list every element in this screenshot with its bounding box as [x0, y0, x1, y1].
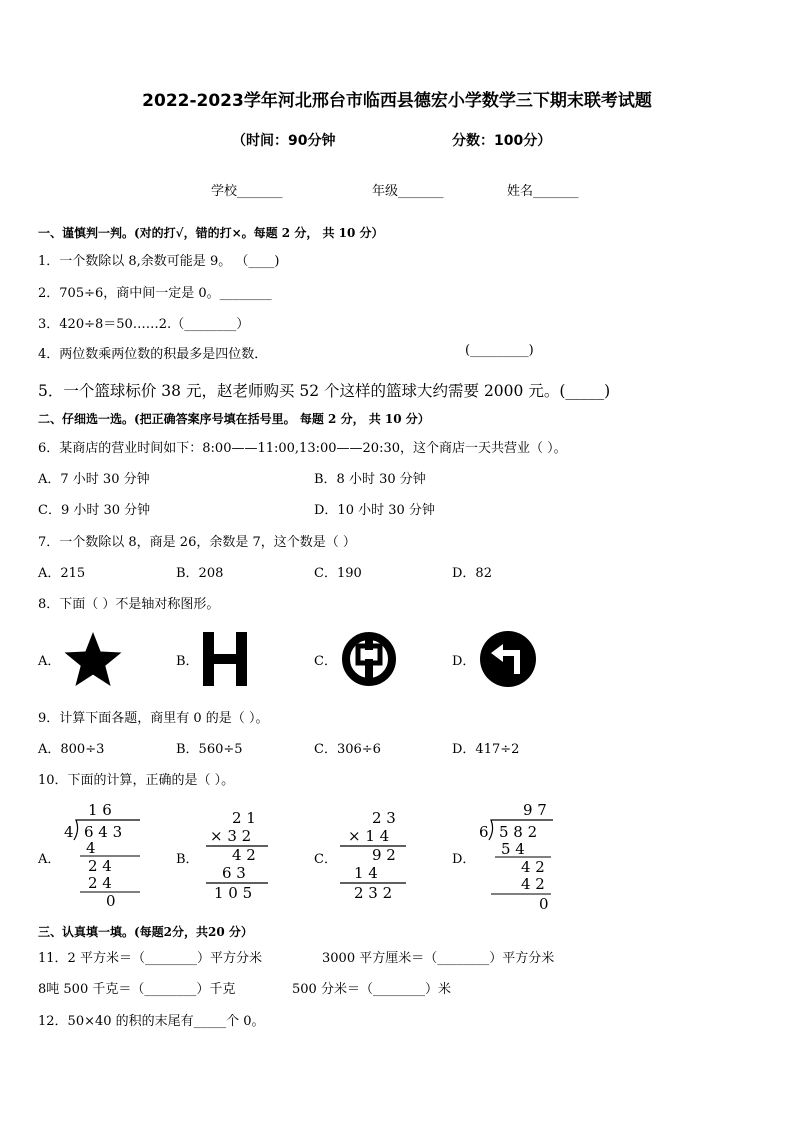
- calc-b-partial-2: 6 3: [222, 864, 246, 882]
- question-10-option-d: D．: [452, 852, 476, 867]
- question-6-option-d: D．10 小时 30 分钟: [314, 503, 435, 518]
- question-7: 7．一个数除以 8，商是 26，余数是 7，这个数是（ ）: [38, 535, 356, 550]
- name-field: 姓名_______: [507, 184, 579, 199]
- school-field: 学校_______: [211, 184, 283, 199]
- calc-c-multiplicand: 2 3: [372, 809, 396, 827]
- question-10-option-b: B．: [176, 852, 199, 867]
- question-12: 12．50×40 的积的末尾有_____个 0。: [38, 1014, 265, 1029]
- question-7-option-d: D．82: [452, 566, 492, 581]
- question-11-part-2: 3000 平方厘米＝（________）平方分米: [322, 951, 555, 966]
- question-7-option-c: C．190: [314, 566, 362, 581]
- question-6-option-a: A．7 小时 30 分钟: [38, 472, 150, 487]
- question-8-option-a: A．: [38, 654, 61, 669]
- calc-a-step-1: 4: [86, 839, 96, 857]
- calc-b-multiplier: × 3 2: [210, 827, 252, 845]
- calc-c-partial-1: 9 2: [372, 846, 396, 864]
- calc-d-step-2: 4 2: [521, 858, 545, 876]
- calc-a-step-3: 2 4: [88, 874, 112, 892]
- question-6: 6．某商店的营业时间如下：8:00——11:00,13:00——20:30，这个商店一天共营业（ ）。: [38, 441, 567, 456]
- page-title: 2022-2023学年河北邢台市临西县德宏小学数学三下期末联考试题: [142, 91, 652, 111]
- calc-d-long-division: [475, 800, 565, 912]
- calc-c-sum: 2 3 2: [354, 884, 393, 902]
- question-4-blank: (_________): [465, 343, 534, 358]
- question-8: 8．下面（ ）不是轴对称图形。: [38, 597, 220, 612]
- calc-b-partial-1: 4 2: [232, 846, 256, 864]
- left-turn-sign-icon: [479, 630, 537, 688]
- question-5: 5．一个篮球标价 38 元，赵老师购买 52 个这样的篮球大约需要 2000 元。(_____): [38, 382, 611, 400]
- question-10: 10．下面的计算，正确的是（ ）。: [38, 773, 235, 788]
- question-7-option-b: B．208: [176, 566, 224, 581]
- calc-c-multiplier: × 1 4: [348, 827, 390, 845]
- question-9-option-d: D．417÷2: [452, 742, 520, 757]
- calc-a-quotient: 1 6: [88, 801, 112, 819]
- calc-d-dividend: 5 8 2: [499, 823, 538, 841]
- question-8-option-c: C．: [314, 654, 337, 669]
- calc-b-multiplication: [200, 808, 280, 903]
- question-6-option-b: B．8 小时 30 分钟: [314, 472, 426, 487]
- question-2: 2．705÷6，商中间一定是 0。________: [38, 286, 272, 301]
- question-11-part-4: 500 分米＝（________）米: [292, 982, 451, 997]
- question-3: 3．420÷8＝50……2.（________）: [38, 317, 250, 332]
- section-1-heading: 一、谨慎判一判。(对的打√，错的打×。每题 2 分， 共 10 分）: [38, 226, 384, 240]
- question-4: 4．两位数乘两位数的积最多是四位数．: [38, 347, 268, 362]
- calc-d-step-1: 5 4: [501, 840, 525, 858]
- calc-a-step-2: 2 4: [88, 857, 112, 875]
- calc-a-long-division: [60, 800, 150, 910]
- grade-field: 年级_______: [372, 184, 444, 199]
- calc-a-divisor: 4: [64, 823, 74, 841]
- calc-d-step-3: 4 2: [521, 875, 545, 893]
- question-8-option-b: B．: [176, 654, 199, 669]
- section-3-heading: 三、认真填一填。(每题2分，共20 分）: [38, 925, 253, 939]
- question-10-option-a: A．: [38, 852, 61, 867]
- question-8-option-d: D．: [452, 654, 476, 669]
- calc-a-dividend: 6 4 3: [84, 823, 123, 841]
- exam-score: 分数：100分）: [452, 133, 552, 149]
- question-9-option-b: B．560÷5: [176, 742, 243, 757]
- question-1: 1．一个数除以 8,余数可能是 9。 （____): [38, 254, 280, 269]
- calc-d-step-4: 0: [539, 895, 549, 912]
- calc-b-multiplicand: 2 1: [232, 809, 256, 827]
- question-11-part-3: 8吨 500 千克＝（________）千克: [38, 982, 236, 997]
- letter-h-icon: [203, 632, 247, 686]
- question-9-option-c: C．306÷6: [314, 742, 381, 757]
- question-9: 9．计算下面各题，商里有 0 的是（ ）。: [38, 711, 269, 726]
- question-9-option-a: A．800÷3: [38, 742, 105, 757]
- calc-a-step-4: 0: [106, 892, 116, 910]
- section-2-heading: 二、仔细选一选。(把正确答案序号填在括号里。 每题 2 分， 共 10 分）: [38, 412, 430, 426]
- star-icon: [62, 630, 124, 688]
- question-11-part-1: 11．2 平方米＝（________）平方分米: [38, 951, 262, 966]
- question-7-option-a: A．215: [38, 566, 86, 581]
- calc-c-partial-2: 1 4: [354, 864, 378, 882]
- calc-b-sum: 1 0 5: [214, 884, 253, 902]
- calc-d-divisor: 6: [479, 823, 489, 841]
- question-10-option-c: C．: [314, 852, 337, 867]
- calc-d-quotient: 9 7: [523, 801, 547, 819]
- exam-time: （时间：90分钟: [232, 133, 336, 149]
- bank-logo-icon: [341, 631, 397, 687]
- calc-c-multiplication: [338, 808, 418, 903]
- question-6-option-c: C．9 小时 30 分钟: [38, 503, 151, 518]
